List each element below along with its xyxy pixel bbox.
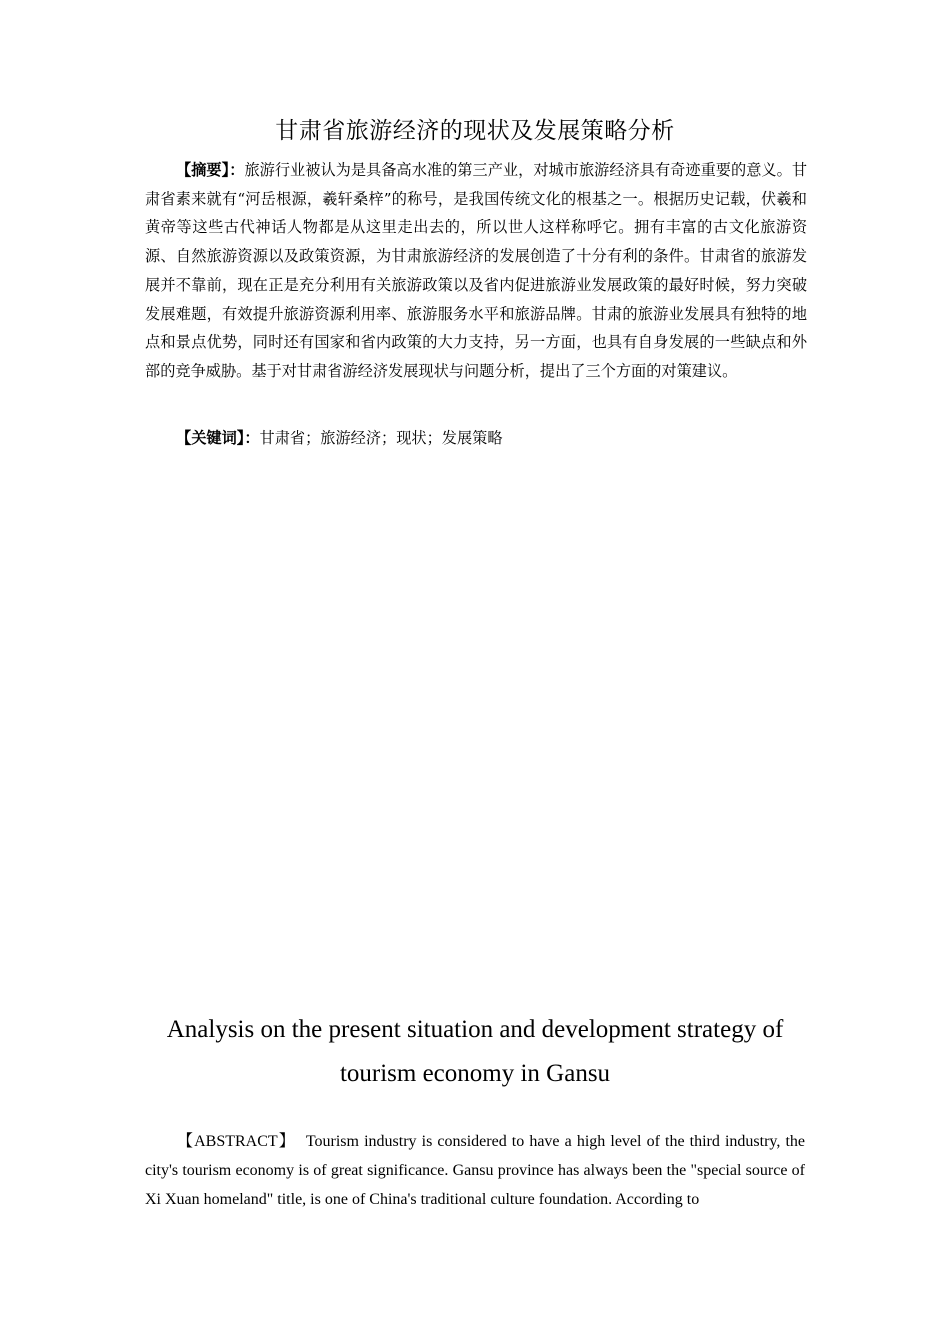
chinese-abstract-label: 【摘要】：	[176, 161, 245, 179]
chinese-keywords-text: 甘肃省；旅游经济；现状；发展策略	[259, 429, 503, 447]
chinese-keywords-label: 【关键词】：	[176, 429, 260, 447]
chinese-title: 甘肃省旅游经济的现状及发展策略分析	[275, 118, 675, 144]
chinese-abstract	[145, 156, 807, 386]
english-abstract	[145, 1127, 805, 1214]
english-abstract-label: 【ABSTRACT】	[177, 1133, 296, 1150]
chinese-keywords	[145, 424, 807, 452]
english-abstract-text: Tourism industry is considered to have a high level of the third industry, the city's tourism economy is of great significance. Gansu province has always been the "special source of Xi Xuan homeland" title, is one of China's traditional culture foundation. According to	[145, 1133, 806, 1208]
english-title: Analysis on the present situation and development strategy of tourism economy in Gansu	[166, 1016, 784, 1087]
chinese-abstract-text: 旅游行业被认为是具备高水准的第三产业，对城市旅游经济具有奇迹重要的意义。甘肃省素来就有“河岳根源，羲轩桑梓”的称号，是我国传统文化的根基之一。根据历史记载，伏羲和黄帝等这些古代神话人物都是从这里走出去的，所以世人这样称呼它。拥有丰富的古文化旅游资源、自然旅游资源以及政策资源，为甘肃旅游经济的发展创造了十分有利的条件。甘肃省的旅游发展并不靠前，现在正是充分利用有关旅游政策以及省内促进旅游业发展政策的最好时候，努力突破发展难题，有效提升旅游资源利用率、旅游服务水平和旅游品牌。甘肃的旅游业发展具有独特的地点和景点优势，同时还有国家和省内政策的大力支持，另一方面，也具有自身发展的一些缺点和外部的竞争威胁。基于对甘肃省游经济发展现状与问题分析，提出了三个方面的对策建议。	[145, 161, 808, 380]
